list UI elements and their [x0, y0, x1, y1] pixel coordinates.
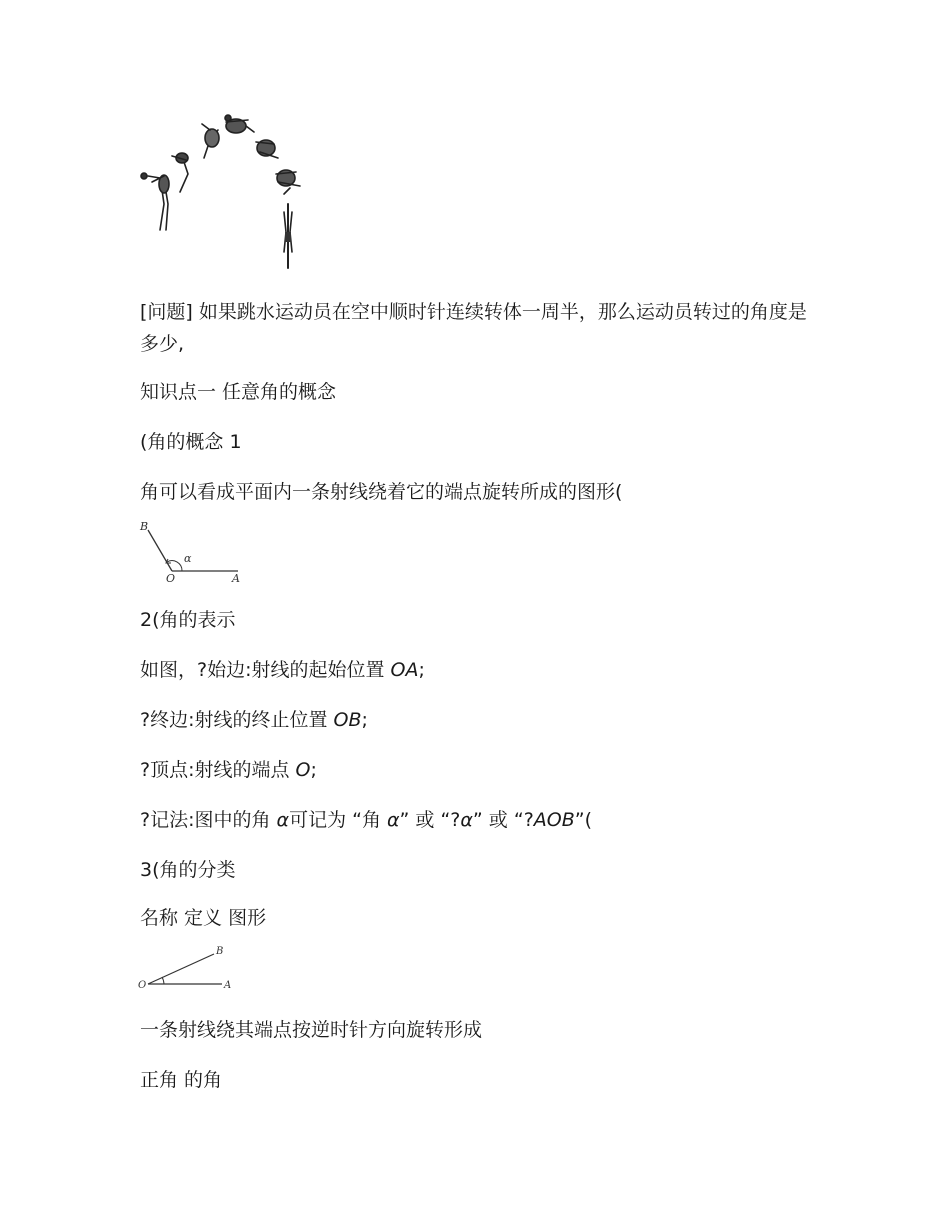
label-o: O	[166, 572, 176, 585]
label-a: A	[232, 572, 240, 585]
classification-table-header: 名称 定义 图形	[140, 907, 267, 929]
angle-arc-2	[162, 977, 164, 984]
label-alpha: α	[184, 552, 192, 565]
vertex-text: ?顶点:射线的端点	[140, 759, 296, 781]
terminal-side-text: ?终边:射线的终止位置	[140, 709, 334, 731]
var-oa: OA	[390, 659, 419, 681]
initial-side-text: 如图，?始边:射线的起始位置	[140, 659, 391, 681]
terminal-side-end: ;	[361, 709, 368, 731]
notation-line	[140, 804, 592, 836]
vertex-end: ;	[310, 759, 317, 781]
alpha-1: α	[276, 809, 290, 831]
problem-text: [问题] 如果跳水运动员在空中顺时针连续转体一周半，那么运动员转过的角度是多少,	[140, 301, 807, 355]
ray-ob-2	[148, 954, 214, 984]
var-aob: AOB	[533, 809, 575, 831]
alpha-2: α	[387, 809, 400, 831]
initial-side-end: ;	[418, 659, 425, 681]
section-2-heading: 2(角的表示	[140, 609, 236, 631]
label-b: B	[140, 520, 149, 533]
notation-text-c: ” 或 “?	[399, 809, 461, 831]
section-1-heading: (角的概念 1	[140, 431, 242, 453]
vertex-line	[140, 754, 317, 786]
label-b-2: B	[216, 946, 224, 957]
notation-text-a: ?记法:图中的角	[140, 809, 277, 831]
positive-angle-figure	[136, 942, 236, 992]
positive-angle-name: 正角 的角	[140, 1069, 223, 1091]
notation-text-b: 可记为 “角	[289, 809, 387, 831]
ray-ob	[148, 530, 172, 571]
var-ob: OB	[333, 709, 362, 731]
notation-text-d: ” 或 “?	[472, 809, 534, 831]
terminal-side-line	[140, 704, 368, 736]
positive-angle-definition: 一条射线绕其端点按逆时针方向旋转形成	[140, 1019, 483, 1041]
notation-text-e: ”(	[574, 809, 593, 831]
angle-figure-aob	[138, 516, 248, 586]
knowledge-point-heading: 知识点一 任意角的概念	[140, 381, 337, 403]
label-a-2: A	[224, 980, 232, 991]
initial-side-line	[140, 654, 425, 686]
label-o-2: O	[138, 980, 147, 991]
diver-sequence-illustration	[138, 112, 313, 272]
alpha-3: α	[460, 809, 473, 831]
var-o: O	[295, 759, 311, 781]
angle-definition-text: 角可以看成平面内一条射线绕着它的端点旋转所成的图形(	[140, 481, 623, 503]
section-3-heading: 3(角的分类	[140, 859, 236, 881]
